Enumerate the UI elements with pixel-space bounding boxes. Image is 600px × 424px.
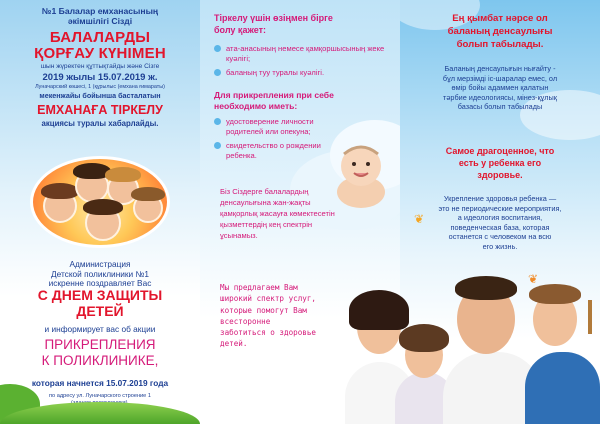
children-group-photo xyxy=(30,156,170,248)
ru-holiday-line-2: ДЕТЕЙ xyxy=(76,303,124,319)
services-paragraph-kz: Біз Сіздерге балалардың денсаулығына жан-жақты қамқорлық жасауға көмектесетін қызметтердің кең спектрін ұсынамыз. xyxy=(220,187,335,240)
baby-eye xyxy=(366,162,370,166)
list-item-text: ата-анасының немесе қамқоршысының жеке куәлігі; xyxy=(226,44,385,63)
list-item-text: удостоверение личности родителей или опекуна; xyxy=(226,117,314,136)
kz-title-line-2: болу қажет: xyxy=(214,25,267,35)
school-line-2: әкімшілігі Сізді xyxy=(67,16,133,26)
list-item xyxy=(214,44,394,63)
kz-title-line-1: Ең қымбат нәрсе ол xyxy=(452,13,548,24)
kz-para-line: Баланың денсаулығын нығайту - xyxy=(444,64,556,73)
list-item xyxy=(214,68,394,78)
list-item xyxy=(214,141,334,160)
ru-para-line: а идеология воспитания, xyxy=(457,213,543,222)
holiday-line-1: БАЛАЛАРДЫ xyxy=(49,29,151,46)
holiday-title-kz xyxy=(0,30,200,62)
bullet-icon xyxy=(214,118,221,125)
ru-address-line-1: по адресу ул. Луначарского строение 1 xyxy=(49,393,151,399)
kz-para-line: өмір бойы адаммен қалатын xyxy=(451,83,549,92)
admin-line-1: Администрация xyxy=(69,259,131,269)
requirements-title-kz xyxy=(214,12,394,36)
admin-line-3: искренне поздравляет Вас xyxy=(48,278,152,288)
health-paragraph-kz xyxy=(400,64,600,112)
ru-title-line-1: Для прикрепления при себе xyxy=(214,90,334,100)
admin-line-2: Детской поликлиники №1 xyxy=(51,268,149,279)
holiday-title-ru xyxy=(0,287,200,319)
list-item-text: свидетельство о рождении ребенка. xyxy=(226,141,321,160)
child-hair xyxy=(105,167,141,182)
ru-para-line: это не периодические мероприятия, xyxy=(438,203,562,213)
child-hair xyxy=(131,187,165,201)
bullet-icon xyxy=(214,69,221,76)
child-hair xyxy=(41,183,79,199)
school-heading xyxy=(0,6,200,26)
ru-para-line: поведенческая база, которая xyxy=(450,222,550,232)
attach-title-kz: ЕМХАНАҒА ТІРКЕЛУ xyxy=(37,103,163,117)
kz-para-line: бұл мерзімді іс-шаралар емес, ол xyxy=(442,73,558,83)
kz-title-line-2: баланың денсаулығы xyxy=(447,26,553,37)
kz-para-line: тәрбие идеологиясы, мінез-құлық xyxy=(443,92,557,102)
services-paragraph-ru: Мы предлагаем Вам широкий спектр услуг, которые помогут Вам всесторонне заботиться о здоровье детей. xyxy=(220,283,317,349)
ru-title-line-2: необходимо иметь: xyxy=(214,101,298,111)
panel-left xyxy=(0,0,200,424)
mother-hair xyxy=(349,290,409,330)
ru-para-line: останется с человеком на всю xyxy=(448,232,552,241)
girl-hair xyxy=(399,324,449,352)
kz-title-line-1: Тіркелу үшін өзіңмен бірге xyxy=(214,13,333,23)
requirements-list-kz xyxy=(214,44,394,83)
ru-attach-line-2: К ПОЛИКЛИНИКЕ, xyxy=(41,352,159,368)
date-line: 2019 жылы 15.07.2019 ж. xyxy=(42,72,158,83)
family-photo xyxy=(345,262,600,424)
holiday-line-2: ҚОРҒАУ КҮНІМЕН xyxy=(34,45,166,62)
bullet-icon xyxy=(214,45,221,52)
school-line-1: №1 Балалар емханасының xyxy=(41,6,159,16)
boy-shirt xyxy=(525,352,600,424)
kz-para-line: базасы болып табылады xyxy=(457,102,543,111)
list-item xyxy=(214,117,334,136)
boy-hair xyxy=(529,284,581,304)
ru-para-line: Укрепление здоровья ребенка — xyxy=(443,194,557,203)
list-item-text: баланың туу туралы куәлігі. xyxy=(226,68,325,77)
ru-title-line-2: есть у ребенка его xyxy=(458,158,542,168)
congrats-line: шын жүректен құттықтайды және Сізге xyxy=(40,63,160,70)
starts-line-kz: мекенжайы бойынша басталатын xyxy=(39,91,161,100)
ru-title-line-3: здоровье. xyxy=(477,170,523,180)
kz-title-line-3: болып табылады. xyxy=(456,39,544,50)
baby-eye xyxy=(352,162,356,166)
address-line-kz: Луначарский көшесі, 1 (құрылыс (емхана ғимараты) xyxy=(35,84,165,90)
ru-title-line-1: Самое драгоценное, что xyxy=(445,146,555,156)
father-hair xyxy=(455,276,517,300)
ru-holiday-line-1: С ДНЕМ ЗАЩИТЫ xyxy=(37,287,163,303)
attach-title-ru xyxy=(0,337,200,368)
butterfly-icon: ❦ xyxy=(528,272,539,286)
butterfly-icon: ❦ xyxy=(414,212,425,226)
requirements-list-ru xyxy=(214,117,334,165)
inform-line-ru: и информирует вас об акции xyxy=(44,324,156,334)
admin-greeting-ru xyxy=(0,260,200,289)
health-title-ru xyxy=(400,145,600,181)
baby-mouth xyxy=(354,173,368,176)
ru-attach-line-1: ПРИКРЕПЛЕНИЯ xyxy=(44,337,156,352)
starts-line-ru: которая начнется 15.07.2019 года xyxy=(31,378,169,388)
bullet-icon xyxy=(214,142,221,149)
action-line-kz: акциясы туралы хабарлайды. xyxy=(41,119,159,128)
health-paragraph-ru xyxy=(400,194,600,251)
health-title-kz xyxy=(400,12,600,51)
requirements-title-ru xyxy=(214,90,394,112)
ru-para-line: его жизнь. xyxy=(482,241,518,251)
child-hair xyxy=(83,199,123,215)
